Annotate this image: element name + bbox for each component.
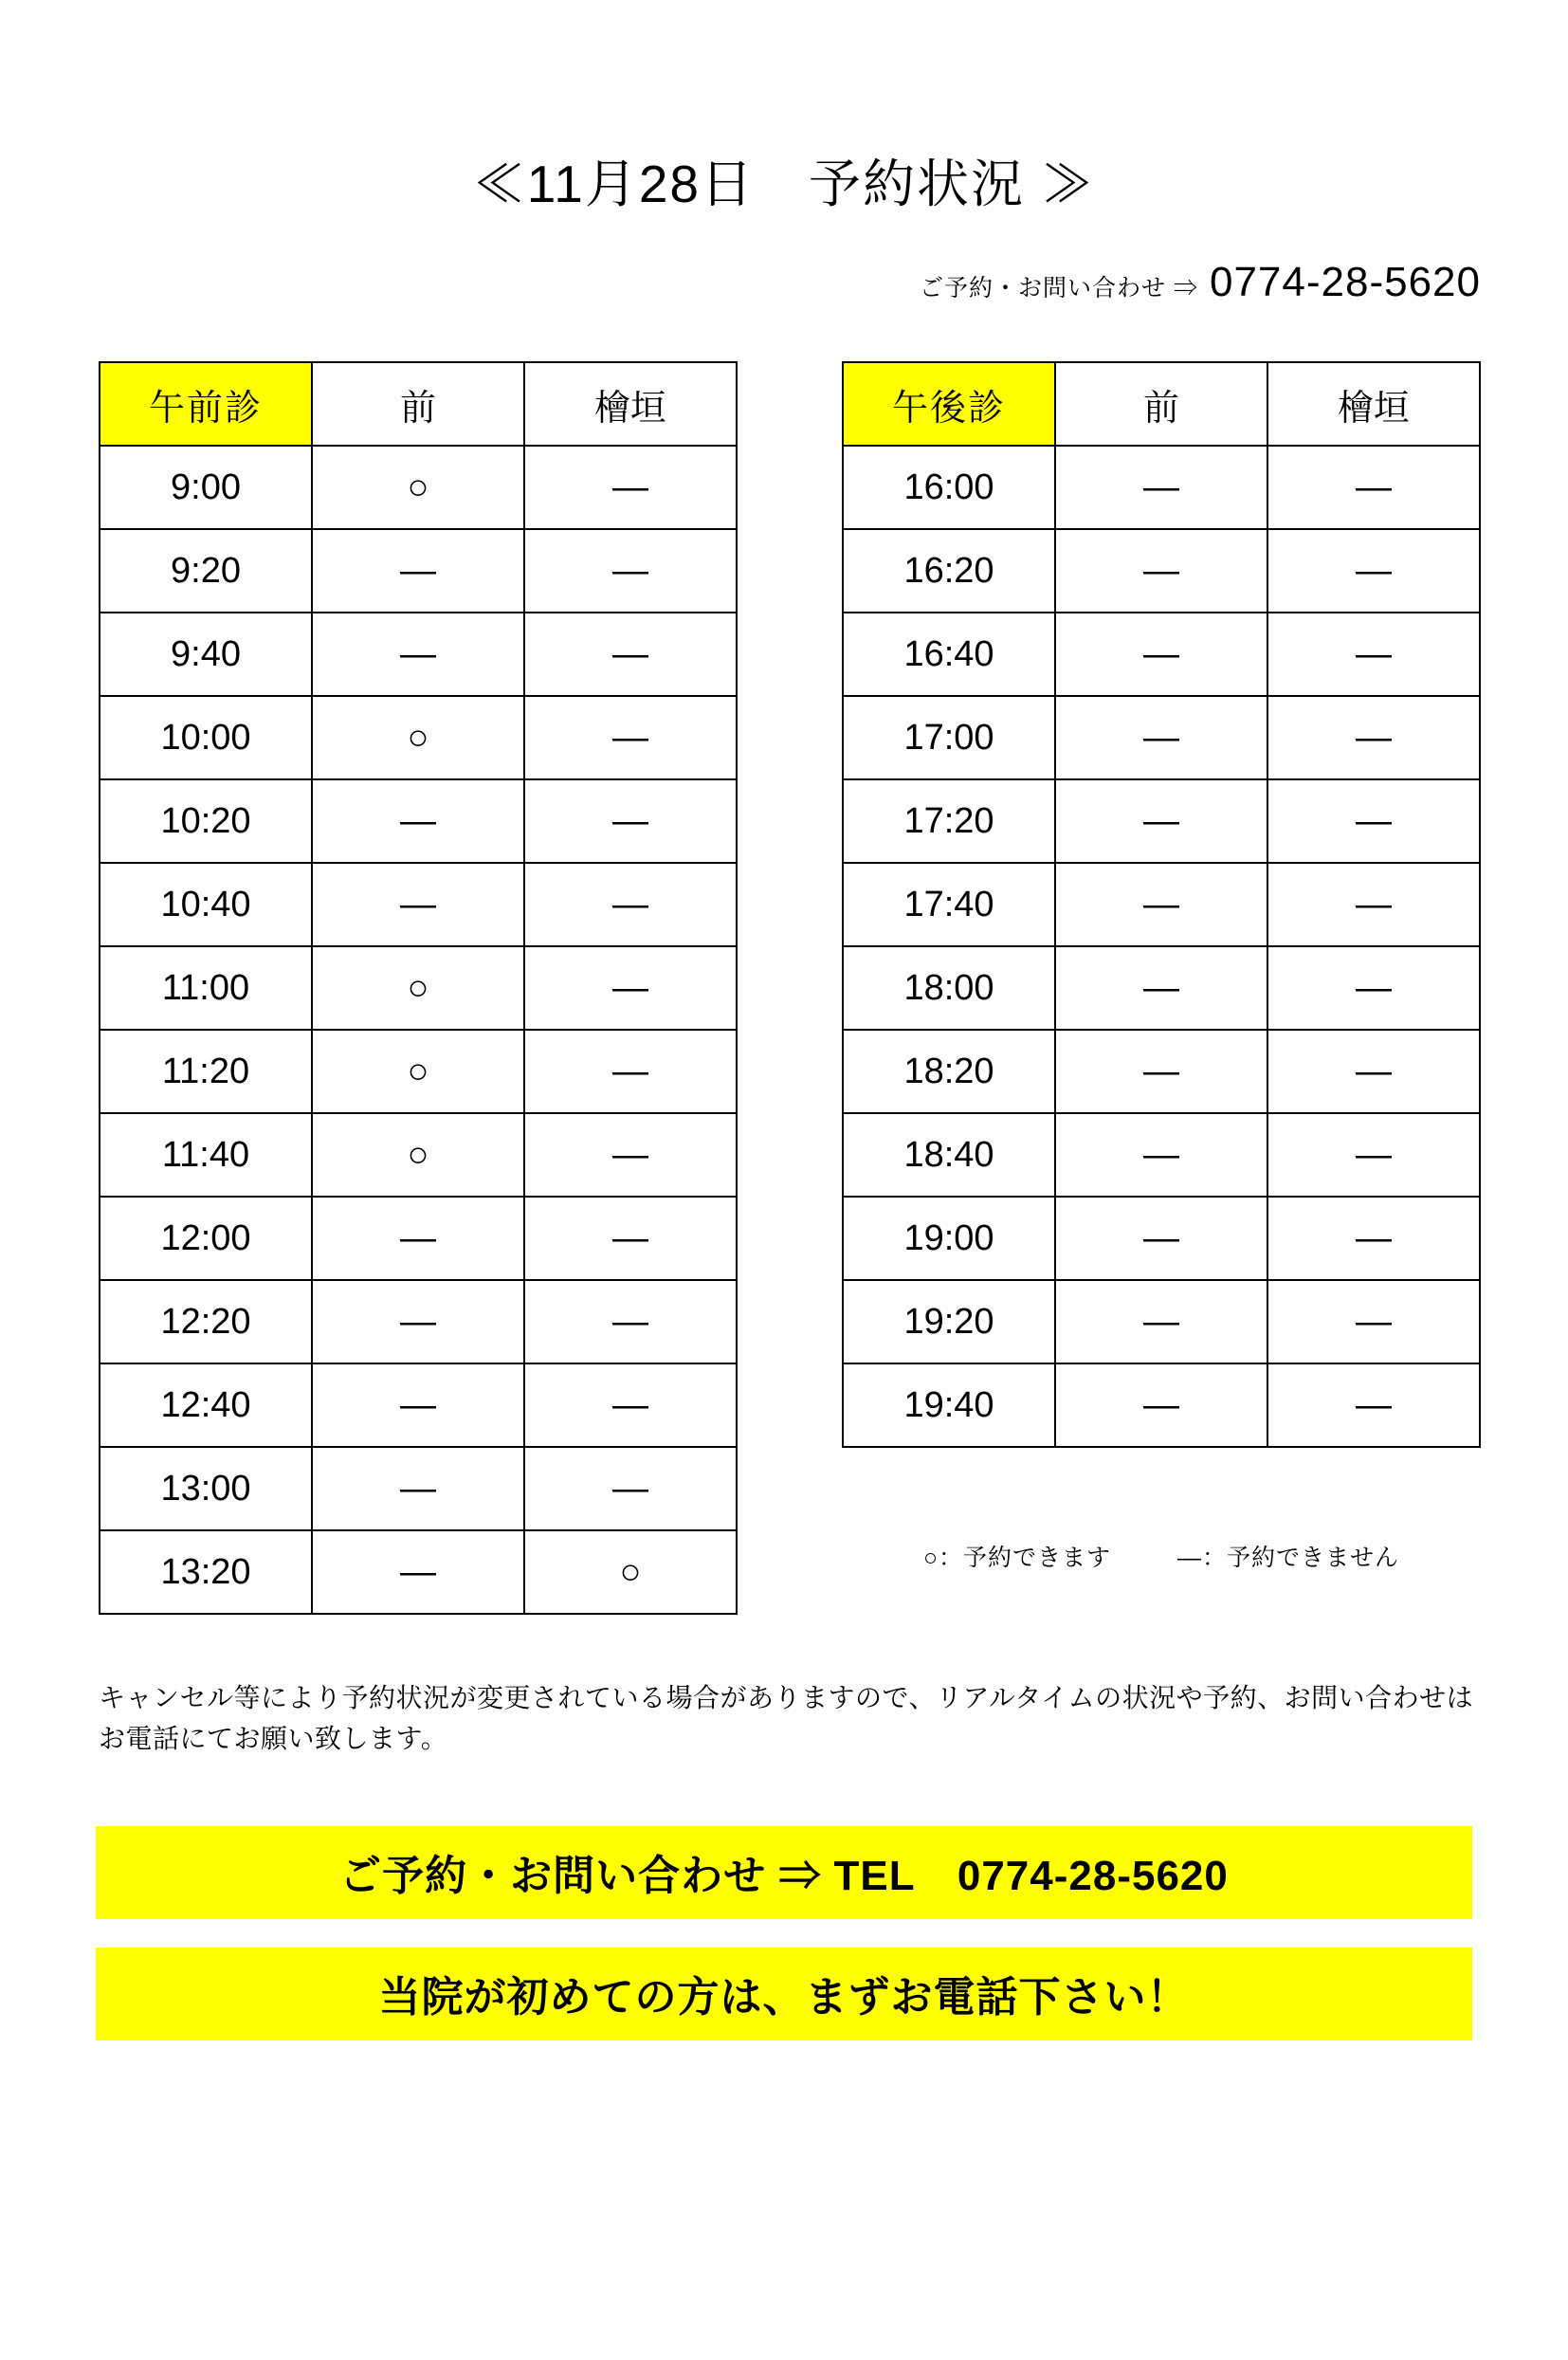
table-row bbox=[100, 529, 737, 613]
slot-cell[interactable]: ― bbox=[524, 1363, 737, 1447]
slot-cell[interactable]: ○ bbox=[312, 946, 524, 1030]
slot-cell[interactable]: ― bbox=[524, 779, 737, 863]
slot-cell[interactable]: ― bbox=[1267, 1280, 1480, 1363]
slot-cell[interactable]: ― bbox=[1267, 779, 1480, 863]
slot-cell[interactable]: ― bbox=[1055, 946, 1267, 1030]
table-row bbox=[100, 696, 737, 779]
time-cell: 10:20 bbox=[100, 779, 312, 863]
time-cell: 12:00 bbox=[100, 1197, 312, 1280]
slot-cell[interactable]: ― bbox=[1055, 446, 1267, 529]
table-row bbox=[843, 1280, 1480, 1363]
morning-header-label: 午前診 bbox=[100, 362, 312, 446]
time-cell: 9:20 bbox=[100, 529, 312, 613]
slot-cell[interactable]: ○ bbox=[312, 1030, 524, 1113]
slot-cell[interactable]: ― bbox=[1267, 1197, 1480, 1280]
table-row bbox=[100, 779, 737, 863]
slot-cell[interactable]: ― bbox=[1267, 946, 1480, 1030]
time-cell: 19:40 bbox=[843, 1363, 1055, 1447]
table-row bbox=[100, 613, 737, 696]
afternoon-header-doctor-1: 前 bbox=[1055, 362, 1267, 446]
slot-cell[interactable]: ― bbox=[1267, 1363, 1480, 1447]
slot-cell[interactable]: ○ bbox=[312, 696, 524, 779]
legend-available: ○：予約できます bbox=[922, 1545, 1112, 1571]
slot-cell[interactable]: ― bbox=[312, 779, 524, 863]
table-header-row bbox=[100, 362, 737, 446]
slot-cell[interactable]: ― bbox=[312, 1280, 524, 1363]
time-cell: 17:40 bbox=[843, 863, 1055, 946]
time-cell: 9:40 bbox=[100, 613, 312, 696]
reservation-status-page bbox=[0, 142, 1568, 2360]
table-row bbox=[843, 1113, 1480, 1197]
slot-cell[interactable]: ― bbox=[1055, 696, 1267, 779]
time-cell: 17:00 bbox=[843, 696, 1055, 779]
slot-cell[interactable]: ― bbox=[1267, 863, 1480, 946]
time-cell: 12:20 bbox=[100, 1280, 312, 1363]
time-cell: 19:20 bbox=[843, 1280, 1055, 1363]
morning-table-body bbox=[100, 446, 737, 1614]
header-contact-number: 0774-28-5620 bbox=[1209, 259, 1481, 305]
table-row bbox=[843, 946, 1480, 1030]
table-row bbox=[843, 1030, 1480, 1113]
time-cell: 19:00 bbox=[843, 1197, 1055, 1280]
slot-cell[interactable]: ― bbox=[1267, 696, 1480, 779]
time-cell: 18:20 bbox=[843, 1030, 1055, 1113]
table-row bbox=[100, 446, 737, 529]
slot-cell[interactable]: ― bbox=[1055, 779, 1267, 863]
slot-cell[interactable]: ― bbox=[1267, 1113, 1480, 1197]
afternoon-table-container bbox=[842, 361, 1481, 1573]
morning-header-doctor-1: 前 bbox=[312, 362, 524, 446]
afternoon-table-body bbox=[843, 446, 1480, 1447]
table-header-row bbox=[843, 362, 1480, 446]
slot-cell[interactable]: ― bbox=[524, 1280, 737, 1363]
slot-cell[interactable]: ― bbox=[1267, 613, 1480, 696]
morning-header-doctor-2: 檜垣 bbox=[524, 362, 737, 446]
slot-cell[interactable]: ― bbox=[524, 529, 737, 613]
table-row bbox=[100, 1197, 737, 1280]
time-cell: 18:00 bbox=[843, 946, 1055, 1030]
slot-cell[interactable]: ― bbox=[1055, 1280, 1267, 1363]
reserve-banner: ご予約・お問い合わせ ⇒ TEL 0774-28-5620 bbox=[96, 1826, 1472, 1919]
slot-cell[interactable]: ― bbox=[524, 1113, 737, 1197]
slot-cell[interactable]: ― bbox=[312, 1530, 524, 1614]
table-row bbox=[100, 1280, 737, 1363]
schedule-tables bbox=[0, 361, 1568, 1615]
slot-cell[interactable]: ― bbox=[524, 946, 737, 1030]
slot-cell[interactable]: ― bbox=[1267, 529, 1480, 613]
header-contact-label: ご予約・お問い合わせ ⇒ bbox=[920, 275, 1198, 302]
slot-cell[interactable]: ― bbox=[312, 529, 524, 613]
page-title: ≪11月28日 予約状況 ≫ bbox=[472, 155, 1096, 213]
first-visit-banner: 当院が初めての方は、まずお電話下さい！ bbox=[96, 1948, 1472, 2040]
slot-cell[interactable]: ― bbox=[524, 696, 737, 779]
slot-cell[interactable]: ― bbox=[312, 1197, 524, 1280]
time-cell: 13:00 bbox=[100, 1447, 312, 1530]
table-row bbox=[100, 1530, 737, 1614]
slot-cell[interactable]: ― bbox=[1267, 446, 1480, 529]
slot-cell[interactable]: ― bbox=[524, 1197, 737, 1280]
legend-unavailable: ―：予約できません bbox=[1177, 1545, 1400, 1571]
slot-cell[interactable]: ― bbox=[524, 1030, 737, 1113]
time-cell: 18:40 bbox=[843, 1113, 1055, 1197]
table-row bbox=[100, 1030, 737, 1113]
time-cell: 9:00 bbox=[100, 446, 312, 529]
afternoon-header-doctor-2: 檜垣 bbox=[1267, 362, 1480, 446]
slot-cell[interactable]: ― bbox=[524, 1447, 737, 1530]
table-row bbox=[100, 1447, 737, 1530]
slot-cell[interactable]: ― bbox=[1055, 1030, 1267, 1113]
slot-cell[interactable]: ― bbox=[1055, 529, 1267, 613]
table-row bbox=[843, 779, 1480, 863]
time-cell: 16:20 bbox=[843, 529, 1055, 613]
afternoon-schedule-table bbox=[842, 361, 1481, 1448]
slot-cell[interactable]: ― bbox=[1267, 1030, 1480, 1113]
table-row bbox=[843, 613, 1480, 696]
table-row bbox=[843, 863, 1480, 946]
table-row bbox=[843, 1363, 1480, 1447]
cancellation-note: キャンセル等により予約状況が変更されている場合がありますので、リアルタイムの状況や予約、お問い合わせはお電話にてお願い致します。 bbox=[99, 1683, 1474, 1754]
slot-cell[interactable]: ○ bbox=[524, 1530, 737, 1614]
slot-cell[interactable]: ― bbox=[524, 863, 737, 946]
slot-cell[interactable]: ― bbox=[312, 613, 524, 696]
table-row bbox=[100, 1113, 737, 1197]
slot-cell[interactable]: ― bbox=[1055, 1363, 1267, 1447]
slot-cell[interactable]: ― bbox=[312, 863, 524, 946]
time-cell: 17:20 bbox=[843, 779, 1055, 863]
time-cell: 10:40 bbox=[100, 863, 312, 946]
slot-cell[interactable]: ○ bbox=[312, 1113, 524, 1197]
time-cell: 10:00 bbox=[100, 696, 312, 779]
header-contact bbox=[0, 259, 1568, 306]
morning-table-container bbox=[99, 361, 738, 1615]
time-cell: 11:00 bbox=[100, 946, 312, 1030]
morning-schedule-table bbox=[99, 361, 738, 1615]
slot-cell[interactable]: ― bbox=[524, 446, 737, 529]
table-row bbox=[100, 1363, 737, 1447]
table-row bbox=[100, 946, 737, 1030]
slot-cell[interactable]: ― bbox=[524, 613, 737, 696]
table-row bbox=[100, 863, 737, 946]
time-cell: 11:20 bbox=[100, 1030, 312, 1113]
time-cell: 12:40 bbox=[100, 1363, 312, 1447]
time-cell: 16:40 bbox=[843, 613, 1055, 696]
slot-cell[interactable]: ― bbox=[1055, 863, 1267, 946]
afternoon-header-label: 午後診 bbox=[843, 362, 1055, 446]
legend bbox=[842, 1539, 1481, 1573]
slot-cell[interactable]: ― bbox=[312, 1363, 524, 1447]
slot-cell[interactable]: ― bbox=[1055, 1113, 1267, 1197]
slot-cell[interactable]: ○ bbox=[312, 446, 524, 529]
slot-cell[interactable]: ― bbox=[1055, 613, 1267, 696]
slot-cell[interactable]: ― bbox=[1055, 1197, 1267, 1280]
table-row bbox=[843, 529, 1480, 613]
table-row bbox=[843, 1197, 1480, 1280]
table-row bbox=[843, 446, 1480, 529]
time-cell: 13:20 bbox=[100, 1530, 312, 1614]
table-row bbox=[843, 696, 1480, 779]
time-cell: 16:00 bbox=[843, 446, 1055, 529]
slot-cell[interactable]: ― bbox=[312, 1447, 524, 1530]
time-cell: 11:40 bbox=[100, 1113, 312, 1197]
